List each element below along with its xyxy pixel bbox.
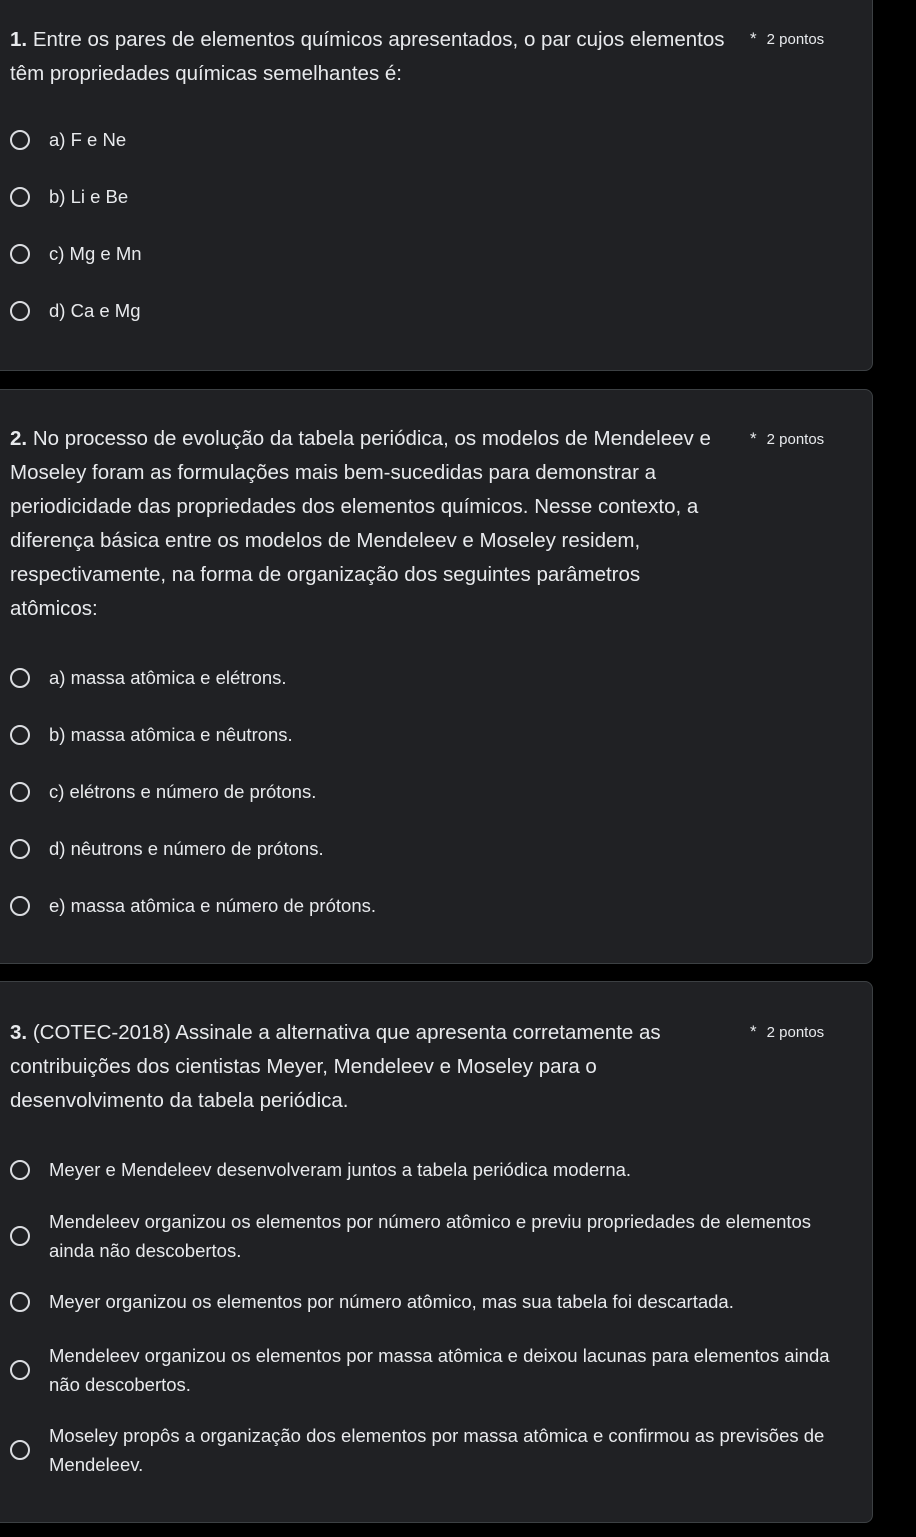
option-label: Mendeleev organizou os elementos por número atômico e previu propriedades de elementos ainda não descobertos.	[49, 1211, 812, 1261]
points-value: 2 pontos	[766, 431, 825, 448]
points-value: 2 pontos	[766, 31, 825, 48]
radio-button[interactable]	[10, 1226, 30, 1246]
points-label	[750, 1022, 824, 1042]
option-item[interactable]	[10, 720, 850, 749]
option-item[interactable]	[10, 182, 850, 211]
radio-button[interactable]	[10, 1160, 30, 1180]
question-title-2	[10, 422, 730, 626]
option-label: c) Mg e Mn	[49, 243, 142, 264]
option-label: Meyer e Mendeleev desenvolveram juntos a tabela periódica moderna.	[49, 1159, 632, 1180]
radio-button[interactable]	[10, 1360, 30, 1380]
radio-button[interactable]	[10, 301, 30, 321]
option-item[interactable]	[10, 1287, 850, 1316]
question-text: Entre os pares de elementos químicos apresentados, o par cujos elementos têm propriedades químicas semelhantes é:	[10, 28, 725, 85]
option-item[interactable]	[10, 777, 850, 806]
option-item[interactable]	[10, 891, 850, 920]
option-label: a) F e Ne	[49, 129, 127, 150]
option-label: e) massa atômica e número de prótons.	[49, 895, 376, 916]
option-item[interactable]	[10, 125, 850, 154]
question-card-1	[0, 0, 873, 371]
option-label: d) nêutrons e número de prótons.	[49, 838, 324, 859]
radio-button[interactable]	[10, 1440, 30, 1460]
option-label: d) Ca e Mg	[49, 300, 141, 321]
radio-button[interactable]	[10, 896, 30, 916]
radio-button[interactable]	[10, 130, 30, 150]
option-label: Meyer organizou os elementos por número atômico, mas sua tabela foi descartada.	[49, 1291, 734, 1312]
question-number: 3.	[10, 1021, 28, 1044]
question-title-3	[10, 1016, 730, 1118]
option-item[interactable]	[10, 296, 850, 325]
option-item[interactable]	[10, 834, 850, 863]
question-text: No processo de evolução da tabela periódica, os modelos de Mendeleev e Moseley foram as formulações mais bem-sucedidas para demonstrar a periodicidade das propriedades dos elementos químicos. Nesse contexto, a diferença básica entre os modelos de Mendeleev e Moseley residem, respectivamente, na forma de organização dos seguintes parâmetros atômicos:	[10, 427, 711, 620]
radio-button[interactable]	[10, 782, 30, 802]
option-item[interactable]	[10, 1207, 850, 1265]
question-card-3	[0, 981, 873, 1523]
option-item[interactable]	[10, 663, 850, 692]
question-title-1	[10, 23, 730, 91]
radio-button[interactable]	[10, 668, 30, 688]
required-asterisk: *	[750, 1022, 757, 1041]
option-item[interactable]	[10, 239, 850, 268]
option-item[interactable]	[10, 1421, 850, 1479]
radio-button[interactable]	[10, 1292, 30, 1312]
option-item[interactable]	[10, 1155, 850, 1184]
option-label: b) massa atômica e nêutrons.	[49, 724, 293, 745]
option-label: Mendeleev organizou os elementos por massa atômica e deixou lacunas para elementos ainda não descobertos.	[49, 1345, 830, 1395]
option-label: b) Li e Be	[49, 186, 129, 207]
option-label: a) massa atômica e elétrons.	[49, 667, 287, 688]
question-number: 1.	[10, 28, 28, 51]
points-label	[750, 29, 824, 49]
required-asterisk: *	[750, 429, 757, 448]
radio-button[interactable]	[10, 725, 30, 745]
points-value: 2 pontos	[766, 1024, 825, 1041]
radio-button[interactable]	[10, 187, 30, 207]
option-label: Moseley propôs a organização dos elementos por massa atômica e confirmou as previsões de Mendeleev.	[49, 1425, 825, 1475]
points-label	[750, 429, 824, 449]
option-item[interactable]	[10, 1341, 850, 1399]
required-asterisk: *	[750, 29, 757, 48]
radio-button[interactable]	[10, 839, 30, 859]
question-text: (COTEC-2018) Assinale a alternativa que apresenta corretamente as contribuições dos cientistas Meyer, Mendeleev e Moseley para o desenvolvimento da tabela periódica.	[10, 1021, 661, 1112]
option-label: c) elétrons e número de prótons.	[49, 781, 317, 802]
question-number: 2.	[10, 427, 28, 450]
radio-button[interactable]	[10, 244, 30, 264]
question-card-2	[0, 389, 873, 964]
